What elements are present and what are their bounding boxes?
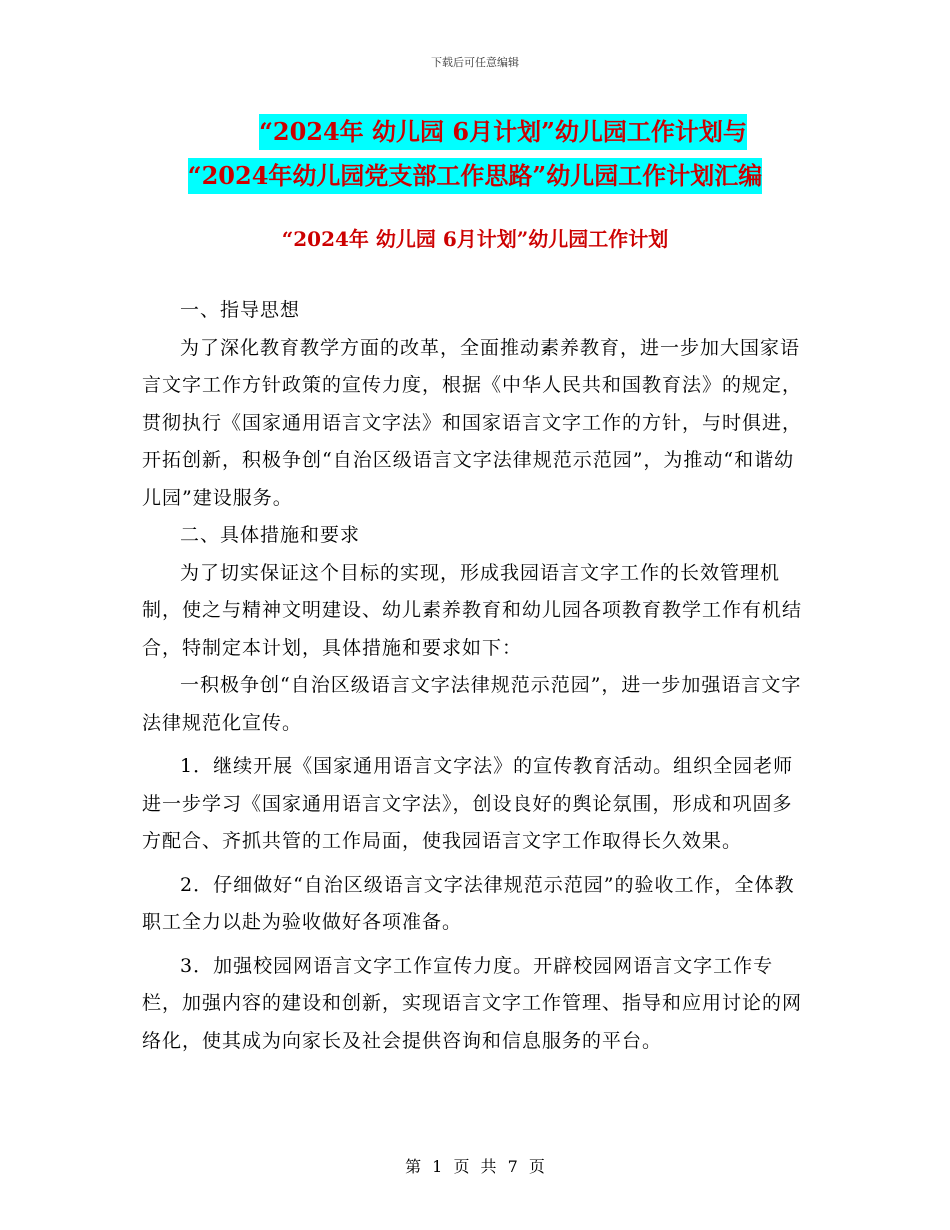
document-title-line-1 xyxy=(0,117,950,147)
paragraph: 一积极争创“自治区级语言文字法律规范示范园”，进一步加强语言文字法律规范化宣传。 xyxy=(142,674,802,734)
page-number: 第 1 页 共 7 页 xyxy=(405,1157,545,1176)
title-line-1-text: “2024年 幼儿园 6月计划”幼儿园工作计划与 xyxy=(259,114,747,150)
document-body xyxy=(142,292,808,1060)
list-item: 2．仔细做好“自治区级语言文字法律规范示范园”的验收工作，全体教职工全力以赴为验收做好各项准备。 xyxy=(142,873,795,933)
section-title: “2024年 幼儿园 6月计划”幼儿园工作计划 xyxy=(281,227,669,251)
heading-guiding-ideology: 一、指导思想 xyxy=(180,299,301,321)
list-item: 3．加强校园网语言文字工作宣传力度。开辟校园网语言文字工作专栏，加强内容的建设和创新，实现语言文字工作管理、指导和应用讨论的网络化，使其成为向家长及社会提供咨询和信息服务的平台。 xyxy=(142,954,803,1052)
document-title-line-2 xyxy=(0,161,950,191)
title-line-2-text: “2024年幼儿园党支部工作思路”幼儿园工作计划汇编 xyxy=(188,158,762,194)
paragraph: 为了深化教育教学方面的改革，全面推动素养教育，进一步加大国家语言文字工作方针政策的宣传力度，根据《中华人民共和国教育法》的规定，贯彻执行《国家通用语言文字法》和国家语言文字工作的方针，与时俱进，开拓创新，积极争创“自治区级语言文字法律规范示范园”，为推动“和谐幼儿园”建设服务。 xyxy=(142,336,803,509)
header-note: 下载后可任意编辑 xyxy=(431,56,519,69)
paragraph: 为了切实保证这个目标的实现，形成我园语言文字工作的长效管理机制，使之与精神文明建设、幼儿素养教育和幼儿园各项教育教学工作有机结合，特制定本计划，具体措施和要求如下： xyxy=(142,561,803,659)
heading-measures: 二、具体措施和要求 xyxy=(180,524,361,546)
list-item: 1．继续开展《国家通用语言文字法》的宣传教育活动。组织全园老师进一步学习《国家通用语言文字法》，创设良好的舆论氛围，形成和巩固多方配合、齐抓共管的工作局面，使我园语言文字工作取得长久效果。 xyxy=(142,755,794,852)
